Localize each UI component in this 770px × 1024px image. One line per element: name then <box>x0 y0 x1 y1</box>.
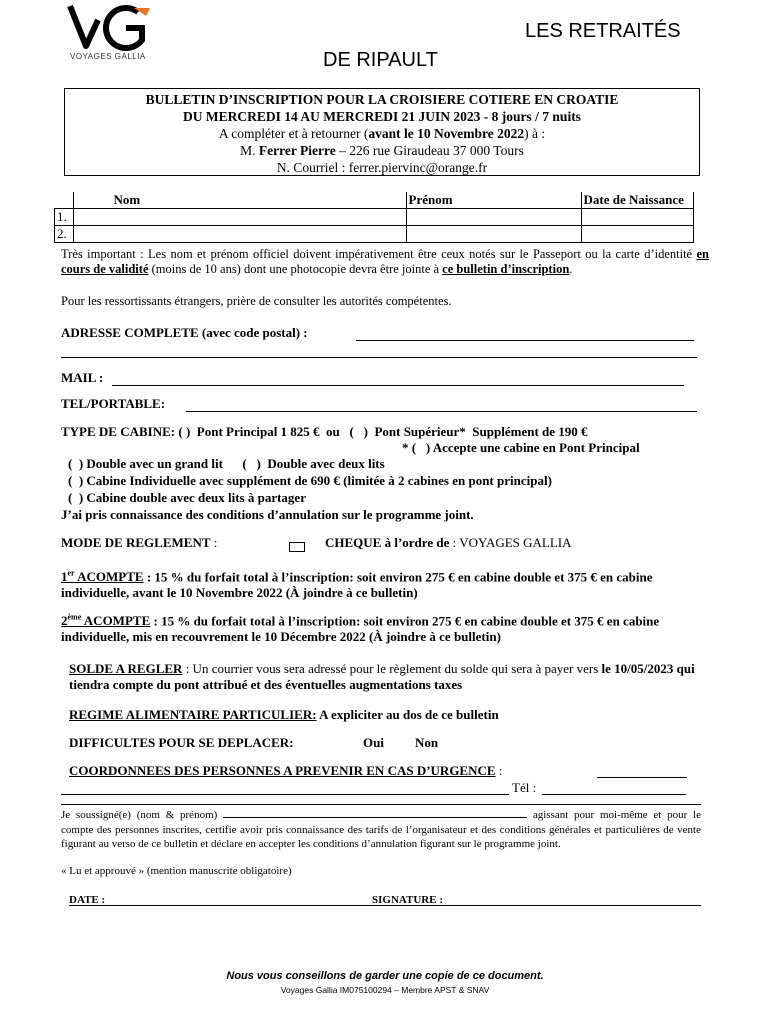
read-approved-note: « Lu et approuvé » (mention manuscrite obligatoire) <box>61 865 292 877</box>
nom-cell[interactable] <box>73 209 406 226</box>
cheque-option: CHEQUE à l’ordre de : VOYAGES GALLIA <box>325 535 572 550</box>
bed-type-options[interactable]: ( ) Double avec un grand lit ( ) Double avec deux lits <box>68 456 385 471</box>
emergency-contact-field1[interactable] <box>597 777 687 778</box>
single-cabin-option[interactable]: ( ) Cabine Individuelle avec supplément de 690 € (limitée à 2 cabines en pont principal) <box>68 473 552 488</box>
bulletin-title: BULLETIN D’INSCRIPTION POUR LA CROISIERE COTIERE EN CROATIE <box>145 92 619 107</box>
date-label: DATE : <box>69 894 106 906</box>
birthdate-cell[interactable] <box>581 226 694 243</box>
emergency-contact-label: COORDONNEES DES PERSONNES A PREVENIR EN CAS D’URGENCE : <box>69 763 503 778</box>
column-header-nom: Nom <box>73 192 406 209</box>
table-header-row <box>55 192 694 209</box>
separator <box>61 804 701 805</box>
mobility-yes-option[interactable]: Oui <box>363 735 384 750</box>
mail-label: MAIL : <box>61 370 104 385</box>
address-label: ADRESSE COMPLETE (avec code postal) : <box>61 325 308 340</box>
first-deposit: 1er ACOMPTE : 15 % du forfait total à l’inscription: soit environ 275 € en cabine double et 375 € en cabine individuelle, avant le 10 Novembre 2022 (À joindre à ce bulletin) <box>61 569 653 601</box>
contact-address: M. Ferrer Pierre – 226 rue Giraudeau 37 000 Tours <box>240 143 524 158</box>
org-title-line2: DE RIPAULT <box>323 49 438 71</box>
accept-main-deck-option[interactable]: * ( ) Accepte une cabine en Pont Principal <box>402 440 640 455</box>
emergency-contact-field2[interactable] <box>61 794 509 795</box>
mail-field[interactable] <box>112 385 684 386</box>
return-instructions: A compléter et à retourner (avant le 10 Novembre 2022) à : <box>218 126 546 141</box>
passport-notice: Très important : Les nom et prénom officiel doivent impérativement être ceux notés sur le Passeport ou la carte d’identité en cours de validité (moins de 10 ans) dont une photocopie devra être jointe à ce bulletin d’inscription. <box>61 247 709 276</box>
payment-mode-label: MODE DE REGLEMENT : <box>61 535 218 550</box>
legal-footer: Voyages Gallia IM075100294 – Membre APST & SNAV <box>280 985 490 995</box>
cabin-type-options[interactable]: TYPE DE CABINE: ( ) Pont Principal 1 825 € ou ( ) Pont Supérieur* Supplément de 190 € <box>61 424 588 439</box>
contact-email: N. Courriel : ferrer.piervinc@orange.fr <box>276 160 488 175</box>
tel-label: TEL/PORTABLE: <box>61 396 166 411</box>
header-box <box>64 88 700 176</box>
column-header-prenom: Prénom <box>406 192 581 209</box>
nom-cell[interactable] <box>73 226 406 243</box>
row-number: 2. <box>55 226 74 243</box>
diet-info: REGIME ALIMENTAIRE PARTICULIER: A expliciter au dos de ce bulletin <box>69 707 499 722</box>
prenom-cell[interactable] <box>406 209 581 226</box>
foreign-notice: Pour les ressortissants étrangers, prière de consulter les autorités compétentes. <box>61 294 452 308</box>
trip-dates: DU MERCREDI 14 AU MERCREDI 21 JUIN 2023 - 8 jours / 7 nuits <box>183 109 581 124</box>
second-deposit: 2ème ACOMPTE : 15 % du forfait total à l’inscription: soit environ 275 € en cabine double et 375 € en cabine individuelle, mis en recouvrement le 10 Décembre 2022 (À joindre à ce bulletin) <box>61 613 660 645</box>
table-row <box>55 226 694 243</box>
date-signature-line[interactable] <box>69 905 701 906</box>
copy-advice: Nous vous conseillons de garder une copie de ce document. <box>226 970 544 982</box>
column-header-birthdate: Date de Naissance <box>581 192 694 209</box>
logo-caption: VOYAGES GALLIA <box>70 52 146 61</box>
cancellation-ack: J’ai pris connaissance des conditions d’annulation sur le programme joint. <box>61 507 474 522</box>
tel-field[interactable] <box>186 411 697 412</box>
row-number: 1. <box>55 209 74 226</box>
declaration-text: Je soussigné(e) (nom & prénom) agissant pour moi-même et pour le compte des personnes inscrites, certifie avoir pris connaissance des tarifs de l’organisateur et des conditions générales et particulières de vente figurant au verso de ce bulletin et déclare en accepter les conditions d’annulation figurant sur le programme joint. <box>61 809 701 850</box>
shared-cabin-option[interactable]: ( ) Cabine double avec deux lits à partager <box>68 490 306 505</box>
birthdate-cell[interactable] <box>581 209 694 226</box>
emergency-tel-field[interactable] <box>542 794 686 795</box>
emergency-tel-label: Tél : <box>512 780 537 795</box>
cheque-checkbox[interactable] <box>289 538 305 556</box>
signature-label: SIGNATURE : <box>372 894 444 906</box>
address-field-line2[interactable] <box>61 357 697 358</box>
mobility-label: DIFFICULTES POUR SE DEPLACER: <box>69 735 294 750</box>
table-row <box>55 209 694 226</box>
prenom-cell[interactable] <box>406 226 581 243</box>
declarant-name-field[interactable] <box>223 817 527 818</box>
org-title-line1: LES RETRAITÉS <box>525 20 681 42</box>
balance-info: SOLDE A REGLER : Un courrier vous sera adressé pour le règlement du solde qui sera à payer vers le 10/05/2023 qui tiendra compte du pont attribué et des éventuelles augmentations taxes <box>69 661 695 692</box>
participants-table <box>54 192 694 243</box>
address-field-line1[interactable] <box>356 340 694 341</box>
mobility-no-option[interactable]: Non <box>415 735 439 750</box>
